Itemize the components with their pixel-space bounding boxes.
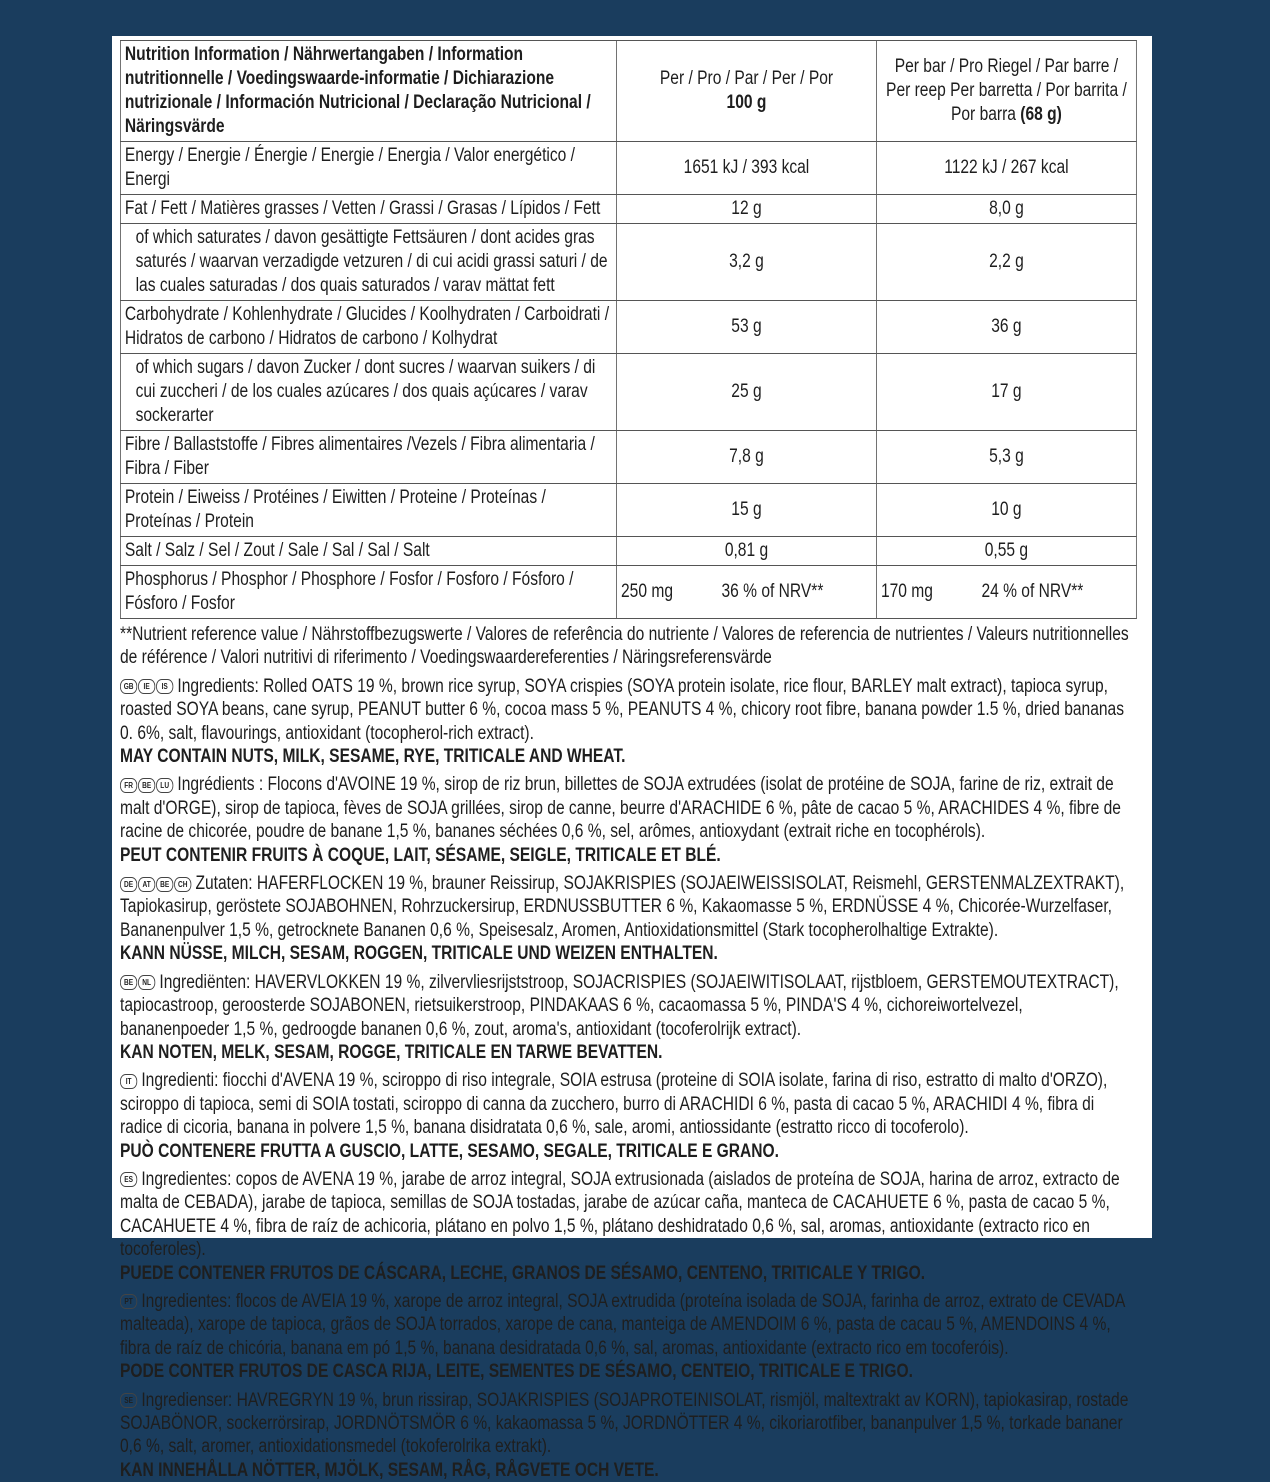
table-row [120, 484, 1136, 537]
per-bar-value: 1122 kJ / 267 kcal [876, 142, 1136, 195]
phosphorus-nrv: 36 % of NRV** [721, 581, 824, 602]
allergen-warning: PODE CONTER FRUTOS DE CASCA RIJA, LEITE, SEMENTES DE SÉSAMO, CENTEIO, TRITICALE E TRIGO. [120, 1361, 913, 1383]
per-100g-value: 53 g [617, 301, 877, 354]
per-100g-value: 15 g [617, 484, 877, 537]
per-bar-value: 17 g [876, 354, 1136, 431]
country-badges [120, 971, 156, 994]
ingredient-section [120, 675, 1136, 769]
nutrient-label: Phosphorus / Phosphor / Phosphore / Fosfor / Fosforo / Fósforo / Fósforo / Fosfor [120, 566, 616, 619]
nrv-footnote: **Nutrient reference value / Nährstoffbezugswerte / Valores de referência do nutriente / Valores de referencia de nutrientes / Valeurs nutritionnelles de référence / Valori nutritivi di riferimento / Voedingswaardereferenties / Näringsreferensvärde [120, 624, 1129, 669]
country-code-badge: PT [120, 1294, 137, 1309]
per-bar-value: 10 g [876, 484, 1136, 537]
nutrient-label: Fat / Fett / Matières grasses / Vetten / Grassi / Grasas / Lípidos / Fett [120, 195, 616, 224]
table-row [120, 195, 1136, 224]
ingredients-text: Ingredients: Rolled OATS 19 %, brown rice syrup, SOYA crispies (SOYA protein isolate, rice flour, BARLEY malt extract), tapioca syrup, roasted SOYA beans, cane syrup, PEANUT butter 6 %, cocoa mass 5 %, PEANUTS 4 %, chicory root fibre, banana powder 1.5 %, dried bananas 0. 6%, salt, flavourings, antioxidant (tocopherol-rich extract). [120, 675, 1124, 744]
country-badges [120, 773, 174, 796]
ingredient-section [120, 773, 1136, 867]
nutrient-label: Fibre / Ballaststoffe / Fibres alimentaires /Vezels / Fibra alimentaria / Fibra / Fiber [120, 431, 616, 484]
country-code-badge: BE [138, 778, 155, 793]
country-code-badge: SE [120, 1393, 137, 1408]
per-100g-value: 3,2 g [617, 224, 877, 301]
allergen-warning: PUEDE CONTENER FRUTOS DE CÁSCARA, LECHE, GRANOS DE SÉSAMO, CENTENO, TRITICALE Y TRIGO. [120, 1262, 926, 1284]
nutrient-label: Carbohydrate / Kohlenhydrate / Glucides / Koolhydraten / Carboidrati / Hidratos de carbono / Hidratos de carbono / Kolhydrat [120, 301, 616, 354]
ingredients-text-block [120, 1168, 1136, 1262]
table-row [120, 537, 1136, 566]
country-badges [120, 675, 174, 698]
ingredient-section [120, 1389, 1136, 1482]
ingredients-text-block [120, 971, 1136, 1041]
per-bar-value: 2,2 g [876, 224, 1136, 301]
ingredients-text-block [120, 1069, 1136, 1139]
ingredient-sections [120, 675, 1136, 1482]
country-badges [120, 1290, 138, 1313]
table-title: Nutrition Information / Nährwertangaben / Information nutritionnelle / Voedingswaarde-informatie / Dichiarazione nutrizionale / Información Nutricional / Declaração Nutricional / Näringsvärde [120, 41, 616, 142]
ingredient-section [120, 1069, 1136, 1163]
ingredients-text-block [120, 872, 1136, 942]
ingredients-text: Ingrédients : Flocons d'AVOINE 19 %, sirop de riz brun, billettes de SOJA extrudées (isolat de protéine de SOJA, farine de riz, extrait de malt d'ORGE), sirop de tapioca, fèves de SOJA grillées, sirop de canne, beurre d'ARACHIDE 6 %, pâte de cacao 5 %, ARACHIDES 4 %, fibre de racine de chicorée, poudre de banane 1,5 %, bananes séchées 0,6 %, sel, arômes, antioxydant (extrait riche en tocophérols). [120, 774, 1121, 843]
per-100g-value: 1651 kJ / 393 kcal [617, 142, 877, 195]
nutrient-label: of which sugars / davon Zucker / dont sucres / waarvan suikers / di cui zuccheri / de los cuales azúcares / dos quais açúcares / varav sockerarter [120, 354, 616, 431]
allergen-warning: KANN NÜSSE, MILCH, SESAM, ROGGEN, TRITICALE UND WEIZEN ENTHALTEN. [120, 943, 718, 965]
table-row [120, 301, 1136, 354]
country-code-badge: BE [120, 975, 137, 990]
per-bar-value: 36 g [876, 301, 1136, 354]
per-bar-value: 8,0 g [876, 195, 1136, 224]
ingredients-text-block [120, 1290, 1136, 1360]
country-badges [120, 1389, 138, 1412]
ingredients-text: Ingredientes: copos de AVENA 19 %, jarabe de arroz integral, SOJA extrusionada (aislados de proteína de SOJA, harina de arroz, extracto de malta de CEBADA), jarabe de tapioca, semillas de SOJA tostadas, jarabe de azúcar caña, manteca de CACAHUETE 6 %, pasta de cacao 5 %, CACAHUETE 4 %, fibra de raíz de achicoria, plátano en polvo 1,5 %, plátano deshidratado 0,6 %, sal, aromas, antioxidante (extracto rico en tocoferoles). [120, 1168, 1120, 1261]
country-code-badge: LU [156, 778, 173, 793]
country-code-badge: IT [120, 1074, 137, 1089]
table-row [120, 354, 1136, 431]
allergen-warning: KAN NOTEN, MELK, SESAM, ROGGE, TRITICALE EN TARWE BEVATTEN. [120, 1041, 663, 1063]
country-code-badge: AT [138, 877, 155, 892]
per-100g-value: 25 g [617, 354, 877, 431]
ingredient-section [120, 1168, 1136, 1285]
per-100g-value: 12 g [617, 195, 877, 224]
table-row [120, 224, 1136, 301]
per-100g-value: 0,81 g [617, 537, 877, 566]
per-bar-prefix: Per bar / Pro Riegel / Par barre / Per reep Per barretta / Por barrita / Por barra [886, 56, 1127, 125]
country-code-badge: IS [156, 679, 173, 694]
ingredient-section [120, 1290, 1136, 1384]
ingredients-text: Ingredienti: fiocchi d'AVENA 19 %, sciroppo di riso integrale, SOIA estrusa (proteine di SOIA isolate, farina di riso, estratto di malto d'ORZO), sciroppo di tapioca, semi di SOIA tostati, sciroppo di canna da zucchero, burro di ARACHIDI 6 %, pasta di cacao 5 %, ARACHIDI 4 %, fibra di radice di cicoria, banana in polvere 1,5 %, banana disidratata 0,6 %, sale, aromi, antiossidante (estratto ricco di tocoferolo). [120, 1070, 1108, 1139]
per-100g-value: 100 g [726, 92, 767, 113]
nutrition-label [112, 36, 1152, 1481]
allergen-warning: PUÒ CONTENERE FRUTTA A GUSCIO, LATTE, SESAMO, SEGALE, TRITICALE E GRANO. [120, 1140, 779, 1162]
allergen-warning: KAN INNEHÅLLA NÖTTER, MJÖLK, SESAM, RÅG, RÅGVETE OCH VETE. [120, 1459, 659, 1481]
country-badges [120, 1168, 138, 1191]
nutrition-table [120, 40, 1137, 619]
per-100g-prefix: Per / Pro / Par / Per / Por [659, 68, 834, 89]
country-code-badge: GB [120, 679, 137, 694]
nutrient-label: Energy / Energie / Énergie / Energie / Energia / Valor energético / Energi [120, 142, 616, 195]
ingredients-area [120, 623, 1136, 1482]
ingredients-text-block [120, 675, 1136, 745]
ingredient-section [120, 872, 1136, 966]
nutrient-label: of which saturates / davon gesättigte Fettsäuren / dont acides gras saturés / waarvan verzadigde vetzuren / di cui acidi grassi saturi / de las cuales saturadas / dos quais saturados / varav mättat fett [120, 224, 616, 301]
allergen-warning: MAY CONTAIN NUTS, MILK, SESAME, RYE, TRITICALE AND WHEAT. [120, 746, 626, 768]
phosphorus-nrv: 24 % of NRV** [981, 581, 1084, 602]
per-bar-header [876, 41, 1136, 142]
country-code-badge: DE [120, 877, 137, 892]
per-bar-value: (68 g) [1020, 104, 1062, 125]
per-100g-phosphorus [617, 566, 877, 619]
country-code-badge: ES [120, 1172, 137, 1187]
per-bar-phosphorus [876, 566, 1136, 619]
label-content [120, 40, 1136, 1482]
phosphorus-row [120, 566, 1136, 619]
phosphorus-amount: 170 mg [880, 581, 933, 602]
table-row [120, 142, 1136, 195]
country-code-badge: FR [120, 778, 137, 793]
ingredients-text: Ingrediënten: HAVERVLOKKEN 19 %, zilvervliesrijststroop, SOJACRISPIES (SOJAEIWITISOLAAT, rijstbloem, GERSTEMOUTEXTRACT), tapiocastroop, geroosterde SOJABONEN, rietsuikerstroop, PINDAKAAS 6 %, cacaomassa 5 %, PINDA'S 4 %, cichoreiwortelvezel, bananenpoeder 1,5 %, gedroogde bananen 0,6 %, zout, aroma's, antioxidant (tocoferolrijk extract). [120, 971, 1119, 1040]
ingredient-section [120, 971, 1136, 1065]
ingredients-text-block [120, 1389, 1136, 1459]
per-bar-value: 5,3 g [876, 431, 1136, 484]
country-code-badge: CH [174, 877, 191, 892]
country-code-badge: NL [138, 975, 155, 990]
ingredients-text-block [120, 773, 1136, 843]
nutrient-label: Salt / Salz / Sel / Zout / Sale / Sal / Sal / Salt [120, 537, 616, 566]
nutrient-label: Protein / Eiweiss / Protéines / Eiwitten / Proteine / Proteínas / Proteínas / Protein [120, 484, 616, 537]
country-badges [120, 1069, 138, 1092]
ingredients-text: Ingredientes: flocos de AVEIA 19 %, xarope de arroz integral, SOJA extrudida (proteína isolada de SOJA, farinha de arroz, extrato de CEVADA malteada), xarope de tapioca, grãos de SOJA torrados, xarope de cana, manteiga de AMENDOIM 6 %, pasta de cacau 5 %, AMENDOINS 4 %, fibra de raíz de chicória, banana em pó 1,5 %, banana desidratada 0,6 %, sal, aromas, antioxidante (extracto rico em tocoferóis). [120, 1290, 1125, 1359]
country-code-badge: BE [156, 877, 173, 892]
allergen-warning: PEUT CONTENIR FRUITS À COQUE, LAIT, SÉSAME, SEIGLE, TRITICALE ET BLÉ. [120, 844, 721, 866]
table-header-row [120, 41, 1136, 142]
per-bar-value: 0,55 g [876, 537, 1136, 566]
phosphorus-amount: 250 mg [621, 581, 673, 602]
ingredients-text: Ingredienser: HAVREGRYN 19 %, brun rissirap, SOJAKRISPIES (SOJAPROTEINISOLAT, rismjöl, maltextrakt av KORN), tapiokasirap, rostade SOJABÖNOR, sockerrörsirap, JORDNÖTSMÖR 6 %, kakaomassa 5 %, JORDNÖTTER 4 %, cikoriarotfiber, bananpulver 1,5 %, torkade bananer 0,6 %, salt, aromer, antioxidationsmedel (tokoferolrika extrakt). [120, 1389, 1129, 1458]
country-code-badge: IE [138, 679, 155, 694]
per-100g-value: 7,8 g [617, 431, 877, 484]
country-badges [120, 872, 192, 895]
table-row [120, 431, 1136, 484]
per-100g-header [617, 41, 877, 142]
ingredients-text: Zutaten: HAFERFLOCKEN 19 %, brauner Reissirup, SOJAKRISPIES (SOJAEIWEISSISOLAT, Reismehl, GERSTENMALZEXTRAKT), Tapiokasirup, geröstete SOJABOHNEN, Rohrzuckersirup, ERDNUSSBUTTER 6 %, Kakaomasse 5 %, ERDNÜSSE 4 %, Chicorée-Wurzelfaser, Bananenpulver 1,5 %, getrocknete Bananen 0,6 %, Speisesalz, Aromen, Antioxidationsmittel (Stark tocopherolhaltige Extrakte). [120, 873, 1125, 941]
